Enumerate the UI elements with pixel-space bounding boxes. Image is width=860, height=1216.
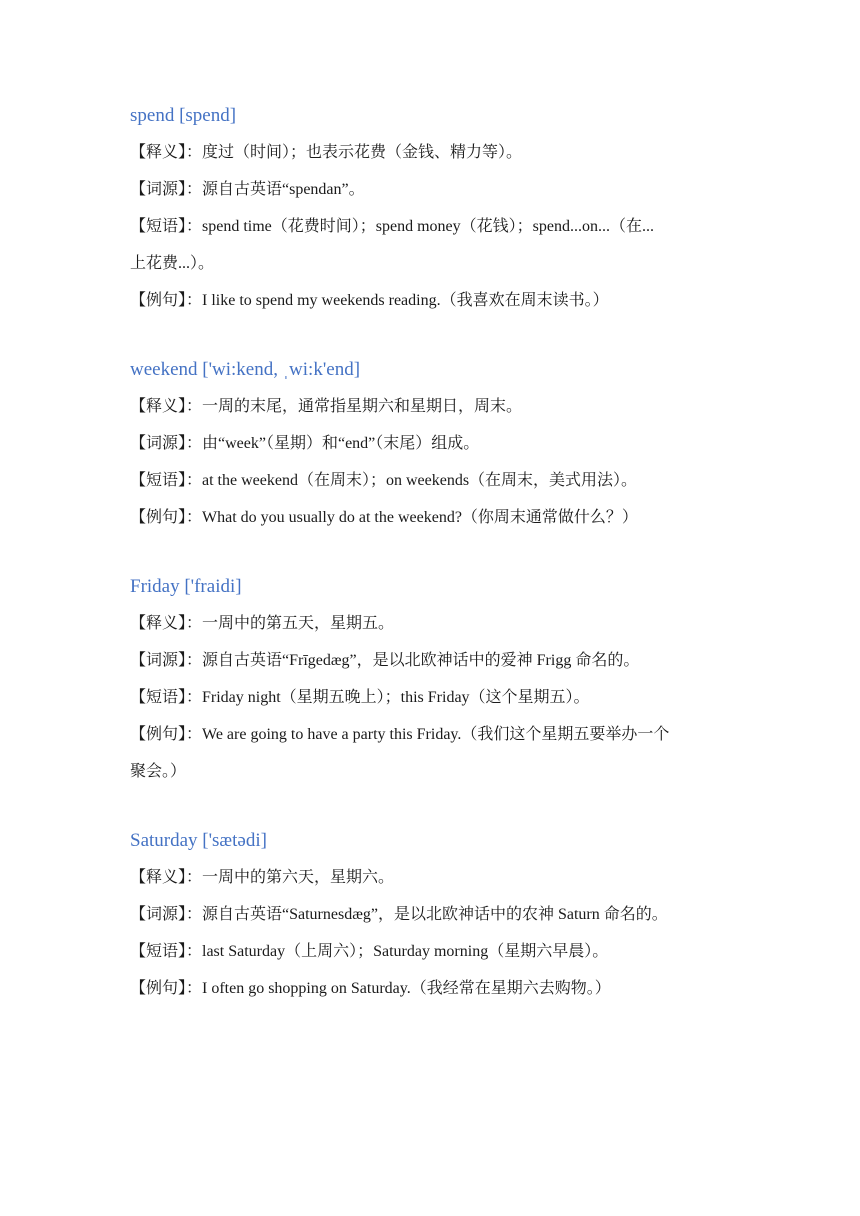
entry-headword: spend [spend]	[130, 105, 237, 126]
entry-example: 【例句】：I often go shopping on Saturday.（我经常在星期六去购物。）	[130, 980, 611, 997]
entry-phrases: 【短语】：spend time（花费时间）；spend money（花钱）；spend...on...（在...	[130, 218, 654, 235]
entry-headword: Friday ['fraidi]	[130, 576, 242, 597]
entry-example: 【例句】：I like to spend my weekends reading.（我喜欢在周末读书。）	[130, 292, 609, 309]
entry-meaning: 【释义】：一周中的第六天，星期六。	[130, 869, 395, 886]
entry-example: 【例句】：We are going to have a party this Friday.（我们这个星期五要举办一个	[130, 726, 670, 743]
entry-phrases: 【短语】：Friday night（星期五晚上）；this Friday（这个星期五）。	[130, 689, 590, 706]
entry-headword: Saturday ['sætədi]	[130, 830, 267, 851]
entry-example-continued: 聚会。）	[130, 763, 187, 780]
entry-phrases: 【短语】：at the weekend（在周末）；on weekends（在周末，美式用法）。	[130, 472, 638, 489]
entry-saturday	[130, 828, 740, 1007]
entry-spend	[130, 103, 740, 319]
entry-etymology: 【词源】：源自古英语“Frīgedæg”，是以北欧神话中的爱神 Frigg 命名的。	[130, 652, 640, 669]
entry-etymology: 【词源】：源自古英语“spendan”。	[130, 181, 365, 198]
entry-example: 【例句】：What do you usually do at the weekend?（你周末通常做什么？）	[130, 509, 638, 526]
entry-phrases-continued: 上花费...）。	[130, 255, 215, 272]
entry-meaning: 【释义】：一周中的第五天，星期五。	[130, 615, 395, 632]
entry-etymology: 【词源】：源自古英语“Saturnesdæg”，是以北欧神话中的农神 Saturn 命名的。	[130, 906, 668, 923]
entry-weekend	[130, 357, 740, 536]
entry-headword: weekend ['wi:kend, ˌwi:k'end]	[130, 359, 361, 380]
entry-meaning: 【释义】：度过（时间）；也表示花费（金钱、精力等）。	[130, 144, 523, 161]
entry-etymology: 【词源】：由“week”（星期）和“end”（末尾）组成。	[130, 435, 480, 452]
entry-friday	[130, 574, 740, 790]
entry-meaning: 【释义】：一周的末尾，通常指星期六和星期日，周末。	[130, 398, 523, 415]
entry-phrases: 【短语】：last Saturday（上周六）；Saturday morning（星期六早晨）。	[130, 943, 609, 960]
